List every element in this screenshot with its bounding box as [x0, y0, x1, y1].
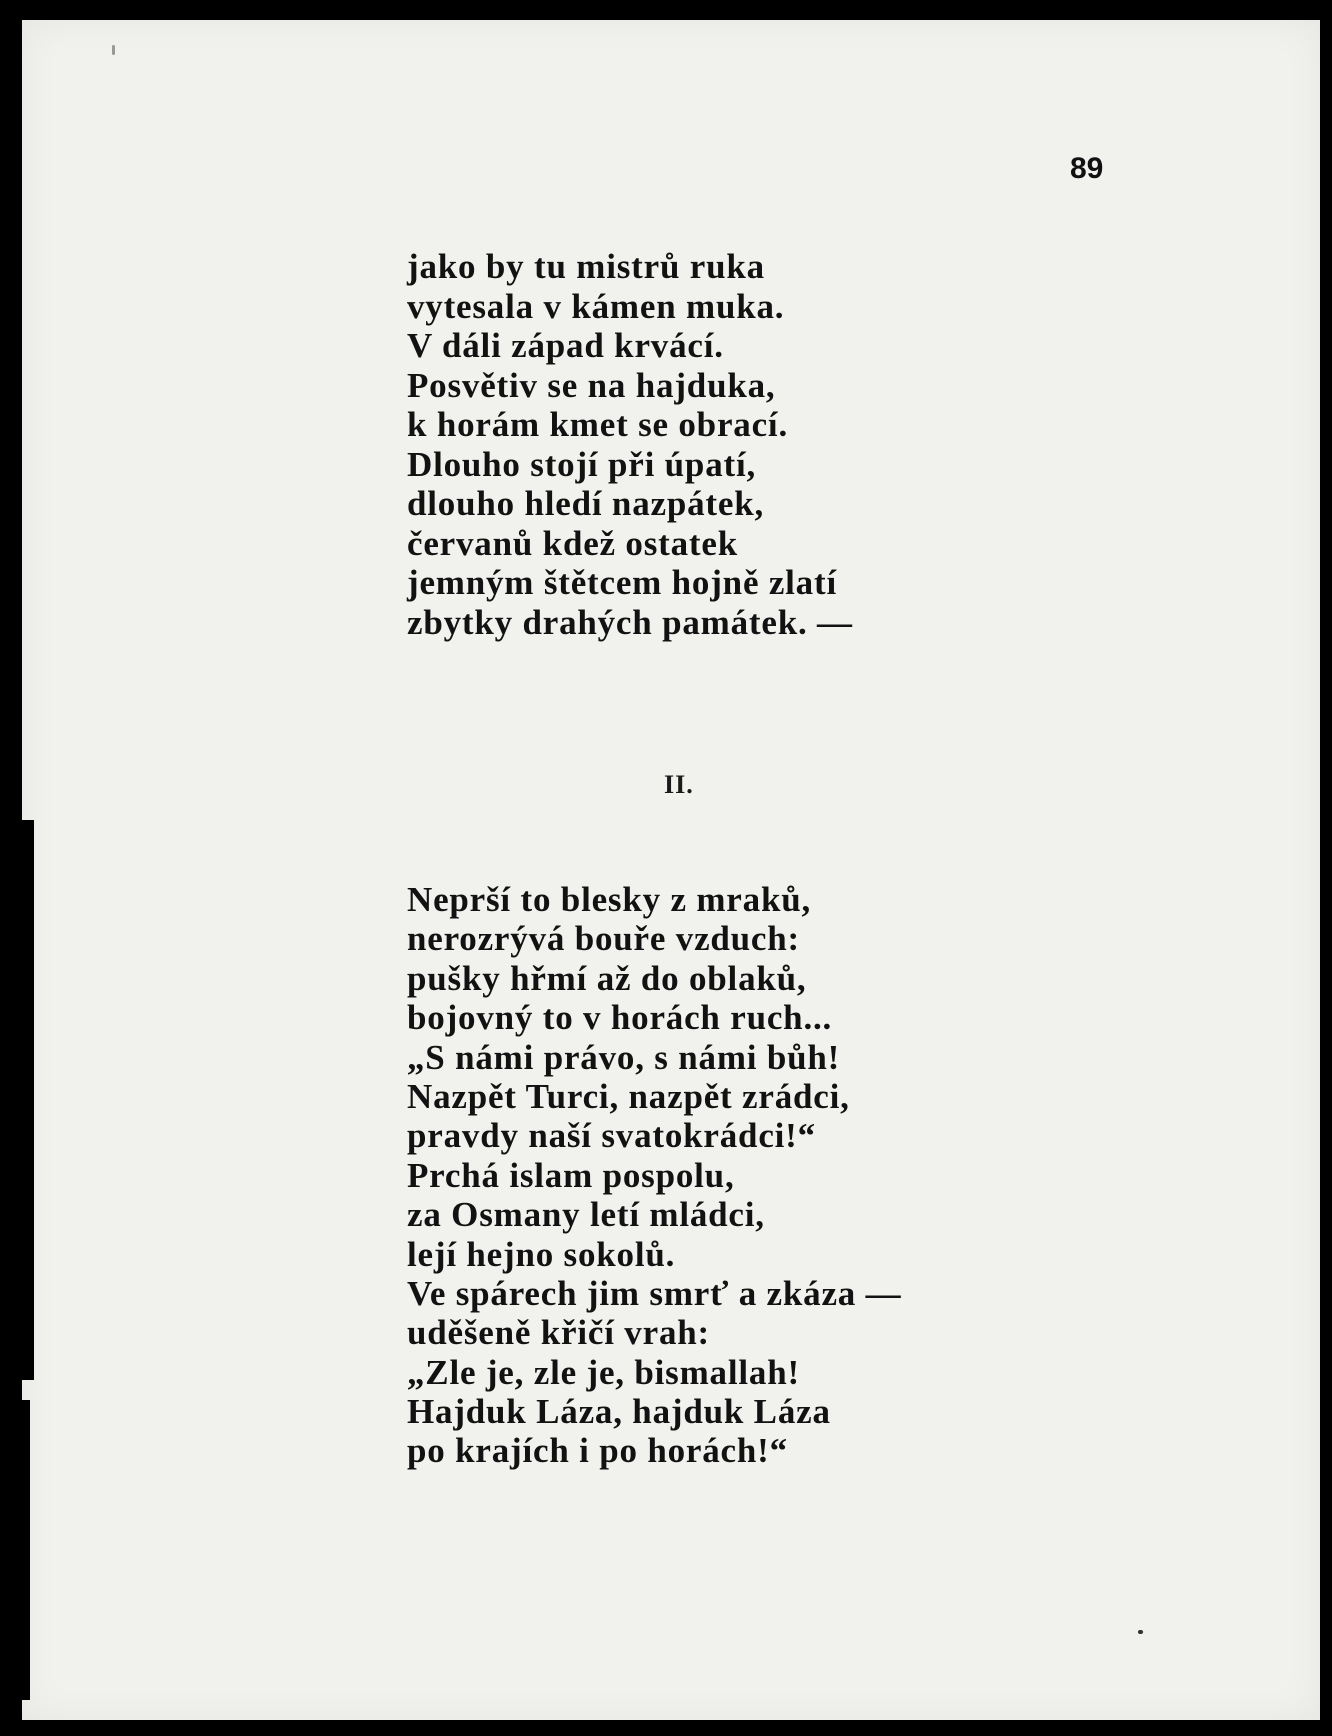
verse-line: jako by tu mistrů ruka — [407, 247, 765, 286]
verse-line: lejí hejno sokolů. — [407, 1234, 676, 1274]
verse-line: Prchá islam pospolu, — [407, 1155, 735, 1195]
verse-line: „Zle je, zle je, bismallah! — [407, 1352, 800, 1392]
verse-line: Hajduk Láza, hajduk Láza — [407, 1392, 831, 1432]
verse-line: jemným štětcem hojně zlatí — [407, 563, 837, 602]
scan-edge-mark — [22, 1400, 30, 1700]
verse-line: Posvětiv se na hajduka, — [407, 365, 776, 405]
page-number: 89 — [1070, 152, 1104, 185]
verse-line: vytesala v kámen muka. — [407, 286, 785, 326]
stanza-2 — [407, 880, 901, 1471]
verse-line: za Osmany letí mládci, — [407, 1195, 765, 1235]
verse-line: dlouho hledí nazpátek, — [407, 484, 765, 523]
verse-line: červanů kdež ostatek — [407, 523, 738, 563]
verse-line: zbytky drahých památek. — — [407, 602, 853, 642]
verse-line: bojovný to v horách ruch... — [407, 998, 833, 1038]
verse-line: Neprší to blesky z mraků, — [407, 880, 812, 919]
scan-edge-mark — [22, 820, 34, 1380]
stanza-1 — [407, 247, 853, 642]
verse-line: pušky hřmí až do oblaků, — [407, 958, 807, 998]
verse-line: V dáli západ krvácí. — [407, 326, 724, 365]
verse-line: Nazpět Turci, nazpět zrádci, — [407, 1076, 850, 1116]
verse-line: uděšeně křičí vrah: — [407, 1313, 710, 1353]
verse-line: Dlouho stojí při úpatí, — [407, 444, 757, 484]
verse-line: nerozrývá bouře vzduch: — [407, 919, 800, 959]
verse-line: pravdy naší svatokrádci!“ — [407, 1116, 816, 1156]
verse-line: k horám kmet se obrací. — [407, 405, 788, 444]
verse-line: po krajích i po horách!“ — [407, 1431, 788, 1471]
scan-speck — [1138, 1630, 1143, 1634]
section-heading: II. — [664, 770, 694, 799]
verse-line: „S námi právo, s námi bůh! — [407, 1037, 841, 1077]
verse-line: Ve spárech jim smrť a zkáza — — [407, 1273, 902, 1313]
scan-speck — [112, 45, 115, 55]
